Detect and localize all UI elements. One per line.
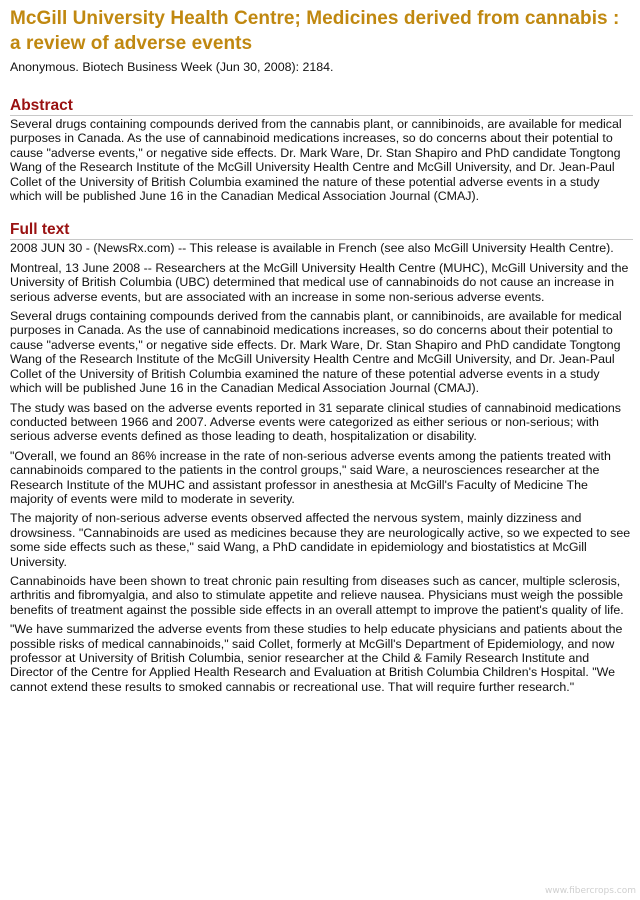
fulltext-paragraph: The study was based on the adverse events reported in 31 separate clinical studies of cannabinoid medications conducted between 1966 and 2007. Adverse events were categorized as either serious or non-serious; with serious adverse events defined as those leading to death, hospitalization or disability.: [10, 400, 621, 444]
fulltext-heading: Full text: [10, 221, 70, 239]
fulltext-paragraph: 2008 JUN 30 - (NewsRx.com) -- This release is available in French (see also McGill University Health Centre).: [10, 241, 614, 256]
fulltext-paragraph: Cannabinoids have been shown to treat chronic pain resulting from diseases such as cancer, multiple sclerosis, arthritis and fibromyalgia, and also to stimulate appetite and relieve nausea. Physicians must weigh the possible benefits of treatment against the possible side effects in an overall attempt to improve the patient's quality of life.: [10, 573, 624, 617]
fulltext-section: [10, 221, 633, 694]
fulltext-paragraph: "Overall, we found an 86% increase in the rate of non-serious adverse events among the patients treated with cannabinoids compared to the patients in the control groups," said Ware, a neurosciences researcher at the Research Institute of the MUHC and assistant professor in anesthesia at McGill's Faculty of Medicine The majority of events were mild to moderate in severity.: [10, 448, 611, 506]
fulltext-paragraph: Montreal, 13 June 2008 -- Researchers at the McGill University Health Centre (MUHC), McGill University and the University of British Columbia (UBC) determined that medical use of cannabinoids do not cause an increase in serious adverse events, but are associated with an increase in some non-serious adverse events.: [10, 260, 629, 304]
fulltext-paragraph: "We have summarized the adverse events from these studies to help educate physicians and patients about the possible risks of medical cannabinoids," said Collet, formerly at McGill's Department of Epidemiology, and now professor at University of British Columbia, senior researcher at the Child & Family Research Institute and Director of the Centre for Applied Health Research and Evaluation at British Columbia Children's Hospital. "We cannot extend these results to smoked cannabis or recreational use. That will require further research.": [10, 622, 623, 694]
abstract-section: [10, 97, 633, 203]
watermark: www.fibercrops.com: [545, 886, 636, 896]
article-citation: Anonymous. Biotech Business Week (Jun 30, 2008): 2184.: [10, 60, 334, 74]
fulltext-divider: [10, 239, 633, 240]
article-title: McGill University Health Centre; Medicines derived from cannabis : a review of adverse events: [10, 8, 620, 54]
fulltext-paragraph: Several drugs containing compounds derived from the cannabis plant, or cannibinoids, are available for medical purposes in Canada. As the use of cannabinoid medications increases, so do concerns about their potential to cause "adverse events," or negative side effects. Dr. Mark Ware, Dr. Stan Shapiro and PhD candidate Tongtong Wang of the Research Institute of the McGill University Health Centre and McGill University, and Dr. Jean-Paul Collet of the University of British Columbia examined the nature of these potential adverse events in a study which will be published June 16 in the Canadian Medical Association Journal (CMAJ).: [10, 309, 622, 396]
abstract-heading: Abstract: [10, 97, 73, 114]
fulltext-paragraph: The majority of non-serious adverse events observed affected the nervous system, mainly dizziness and drowsiness. "Cannabinoids are used as medicines because they are neurologically active, so we expected to see some side effects such as these," said Wang, a PhD candidate in epidemiology and biostatistics at McGill University.: [10, 511, 631, 569]
abstract-text: Several drugs containing compounds derived from the cannabis plant, or cannibinoids, are available for medical purposes in Canada. As the use of cannabinoid medications increases, so do concerns about their potential to cause "adverse events," or negative side effects. Dr. Mark Ware, Dr. Stan Shapiro and PhD candidate Tongtong Wang of the Research Institute of the McGill University Health Centre and McGill University, and Dr. Jean-Paul Collet of the University of British Columbia examined the nature of these potential adverse events in a study which will be published June 16 in the Canadian Medical Association Journal (CMAJ).: [10, 117, 622, 204]
abstract-divider: [10, 115, 633, 116]
